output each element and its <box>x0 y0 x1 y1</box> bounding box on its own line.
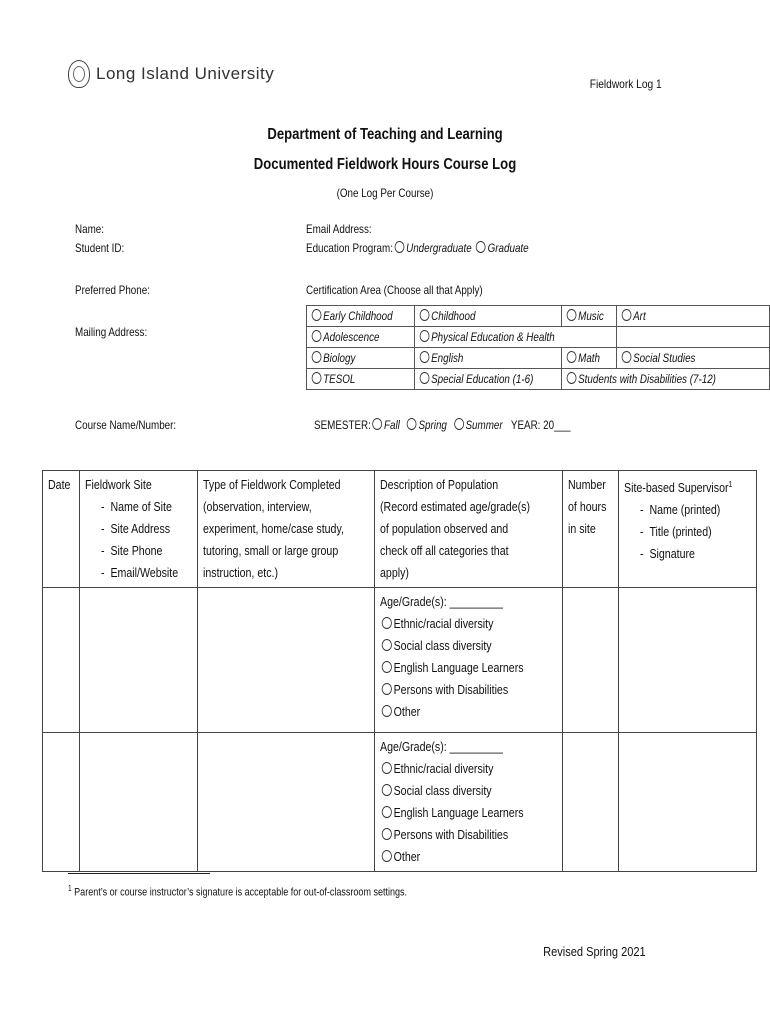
supervisor-item: Signature <box>649 547 695 562</box>
cert-adolescence: Adolescence <box>323 330 380 344</box>
site-item: Site Address <box>110 522 171 536</box>
col-type-line: experiment, home/case study, <box>203 522 345 536</box>
semester-label: SEMESTER: <box>314 418 371 432</box>
site-item: Name of Site <box>110 500 173 514</box>
spring-option: Spring <box>418 418 447 432</box>
site-cell[interactable] <box>80 588 198 733</box>
undergraduate-option: Undergraduate <box>406 241 472 255</box>
cert-radio[interactable] <box>419 309 429 321</box>
col-desc-line: (Record estimated age/grade(s) <box>380 500 531 514</box>
col-site: Fieldwork Site <box>85 478 153 492</box>
age-grade-field[interactable]: Age/Grade(s): _________ <box>380 740 503 754</box>
supervisor-item: Name (printed) <box>649 503 720 518</box>
population-radio[interactable] <box>382 683 392 695</box>
cert-special-education: Special Education (1-6) <box>430 372 534 386</box>
footnote-divider <box>68 873 210 874</box>
col-desc-line: apply) <box>380 566 409 580</box>
population-option: Social class diversity <box>393 639 492 653</box>
population-cell <box>375 733 562 872</box>
cert-radio[interactable] <box>312 330 322 342</box>
cert-radio[interactable] <box>312 351 322 363</box>
student-id-label: Student ID: <box>75 241 125 255</box>
col-desc-line: of population observed and <box>380 522 509 536</box>
col-type-line: tutoring, small or large group <box>203 544 339 558</box>
age-grade-field[interactable]: Age/Grade(s): _________ <box>380 595 503 609</box>
cert-tesol: TESOL <box>323 372 356 386</box>
fall-option: Fall <box>383 418 400 432</box>
name-label: Name: <box>75 222 104 236</box>
type-cell[interactable] <box>198 733 375 872</box>
site-item: Site Phone <box>110 544 163 558</box>
footnote <box>68 884 407 899</box>
cert-radio[interactable] <box>312 372 322 384</box>
fieldwork-log-table <box>42 470 757 872</box>
table-row <box>43 588 757 733</box>
cert-students-disabilities: Students with Disabilities (7-12) <box>578 372 717 386</box>
population-radio[interactable] <box>382 639 392 651</box>
population-radio[interactable] <box>382 806 392 818</box>
form-title: Documented Fieldwork Hours Course Log <box>253 156 517 173</box>
revised-date: Revised Spring 2021 <box>543 944 646 959</box>
population-radio[interactable] <box>382 617 392 629</box>
form-subtitle: (One Log Per Course) <box>336 186 434 200</box>
graduate-radio[interactable] <box>476 241 486 253</box>
cert-music: Music <box>578 309 605 323</box>
population-radio[interactable] <box>382 828 392 840</box>
col-supervisor: Site-based Supervisor <box>623 481 729 496</box>
type-cell[interactable] <box>198 588 375 733</box>
education-program-label: Education Program: <box>306 241 393 255</box>
undergraduate-radio[interactable] <box>395 241 405 253</box>
col-hours-line: in site <box>567 522 596 536</box>
col-hours-line: Number <box>567 478 606 492</box>
cert-physical-education: Physical Education & Health <box>430 330 555 344</box>
population-option: Other <box>393 850 421 864</box>
site-item: Email/Website <box>110 566 179 580</box>
cert-radio[interactable] <box>567 351 577 363</box>
population-option: Social class diversity <box>393 784 492 798</box>
graduate-option: Graduate <box>487 241 529 255</box>
population-option: Persons with Disabilities <box>393 828 509 842</box>
col-hours-line: of hours <box>567 500 606 514</box>
hours-cell[interactable] <box>562 588 618 733</box>
summer-radio[interactable] <box>454 418 464 430</box>
population-option: English Language Learners <box>393 661 524 675</box>
cert-math: Math <box>578 351 601 365</box>
population-cell <box>375 588 562 733</box>
col-date: Date <box>48 478 71 492</box>
population-option: Persons with Disabilities <box>393 683 509 697</box>
supervisor-item: Title (printed) <box>649 525 712 540</box>
cert-childhood: Childhood <box>430 309 476 323</box>
col-type-line: (observation, interview, <box>203 500 312 514</box>
cert-radio[interactable] <box>621 351 631 363</box>
col-desc-line: check off all categories that <box>380 544 509 558</box>
cert-art: Art <box>632 309 646 323</box>
course-label: Course Name/Number: <box>75 418 177 432</box>
table-row <box>43 733 757 872</box>
hours-cell[interactable] <box>562 733 618 872</box>
spring-radio[interactable] <box>407 418 417 430</box>
cert-english: English <box>430 351 464 365</box>
cert-early-childhood: Early Childhood <box>323 309 393 323</box>
cert-social-studies: Social Studies <box>632 351 696 365</box>
date-cell[interactable] <box>43 733 80 872</box>
population-option: English Language Learners <box>393 806 524 820</box>
department-title: Department of Teaching and Learning <box>267 126 503 143</box>
table-header-row: Date Fieldwork Site - Name of Site - Site Address - Site Phone - Email/Website Type of Fieldwork Completed (observation, interview, experiment, home/case study, tutoring, small or large group instruction, etc.) Description of Population (Record estimated age/grade(s) of population observed and check off all categories that apply) Number of hours in site Site-based Supervisor$^1$ - Name (printed) - Title (printed) - Signature <box>43 471 757 588</box>
population-radio[interactable] <box>382 850 392 862</box>
fieldwork-log-label: Fieldwork Log 1 <box>589 77 662 91</box>
university-name: Long Island University <box>96 64 275 83</box>
supervisor-cell[interactable] <box>618 588 756 733</box>
date-cell[interactable] <box>43 588 80 733</box>
cert-radio[interactable] <box>312 309 322 321</box>
site-cell[interactable] <box>80 733 198 872</box>
population-option: Ethnic/racial diversity <box>393 617 494 631</box>
year-label: YEAR: 20___ <box>510 418 571 432</box>
fall-radio[interactable] <box>373 418 383 430</box>
summer-option: Summer <box>465 418 503 432</box>
certification-table <box>306 305 770 390</box>
population-radio[interactable] <box>382 784 392 796</box>
cert-radio[interactable] <box>419 330 429 342</box>
col-type-line: Type of Fieldwork Completed <box>203 478 341 492</box>
cert-radio[interactable] <box>567 372 577 384</box>
email-label: Email Address: <box>306 222 372 236</box>
footnote-number: 1 <box>68 884 72 893</box>
certification-area-label: Certification Area (Choose all that Apply) <box>306 283 483 297</box>
population-radio[interactable] <box>382 661 392 673</box>
cert-radio[interactable] <box>567 309 577 321</box>
footnote-text: Parent’s or course instructor’s signature is acceptable for out-of-classroom settings. <box>74 886 408 899</box>
supervisor-cell[interactable] <box>618 733 756 872</box>
col-desc-line: Description of Population <box>380 478 499 492</box>
cert-radio[interactable] <box>621 309 631 321</box>
population-option: Other <box>393 705 421 719</box>
population-radio[interactable] <box>382 762 392 774</box>
semester-row <box>314 418 571 432</box>
university-logo <box>68 60 274 88</box>
mailing-address-label: Mailing Address: <box>75 325 148 339</box>
preferred-phone-label: Preferred Phone: <box>75 283 150 297</box>
supervisor-footnote-ref: 1 <box>728 480 732 489</box>
population-option: Ethnic/racial diversity <box>393 762 494 776</box>
population-radio[interactable] <box>382 705 392 717</box>
cert-radio[interactable] <box>419 372 429 384</box>
cert-radio[interactable] <box>419 351 429 363</box>
education-program-row <box>306 241 529 255</box>
cert-biology: Biology <box>323 351 356 365</box>
university-seal-icon <box>68 60 90 88</box>
col-type-line: instruction, etc.) <box>203 566 279 580</box>
